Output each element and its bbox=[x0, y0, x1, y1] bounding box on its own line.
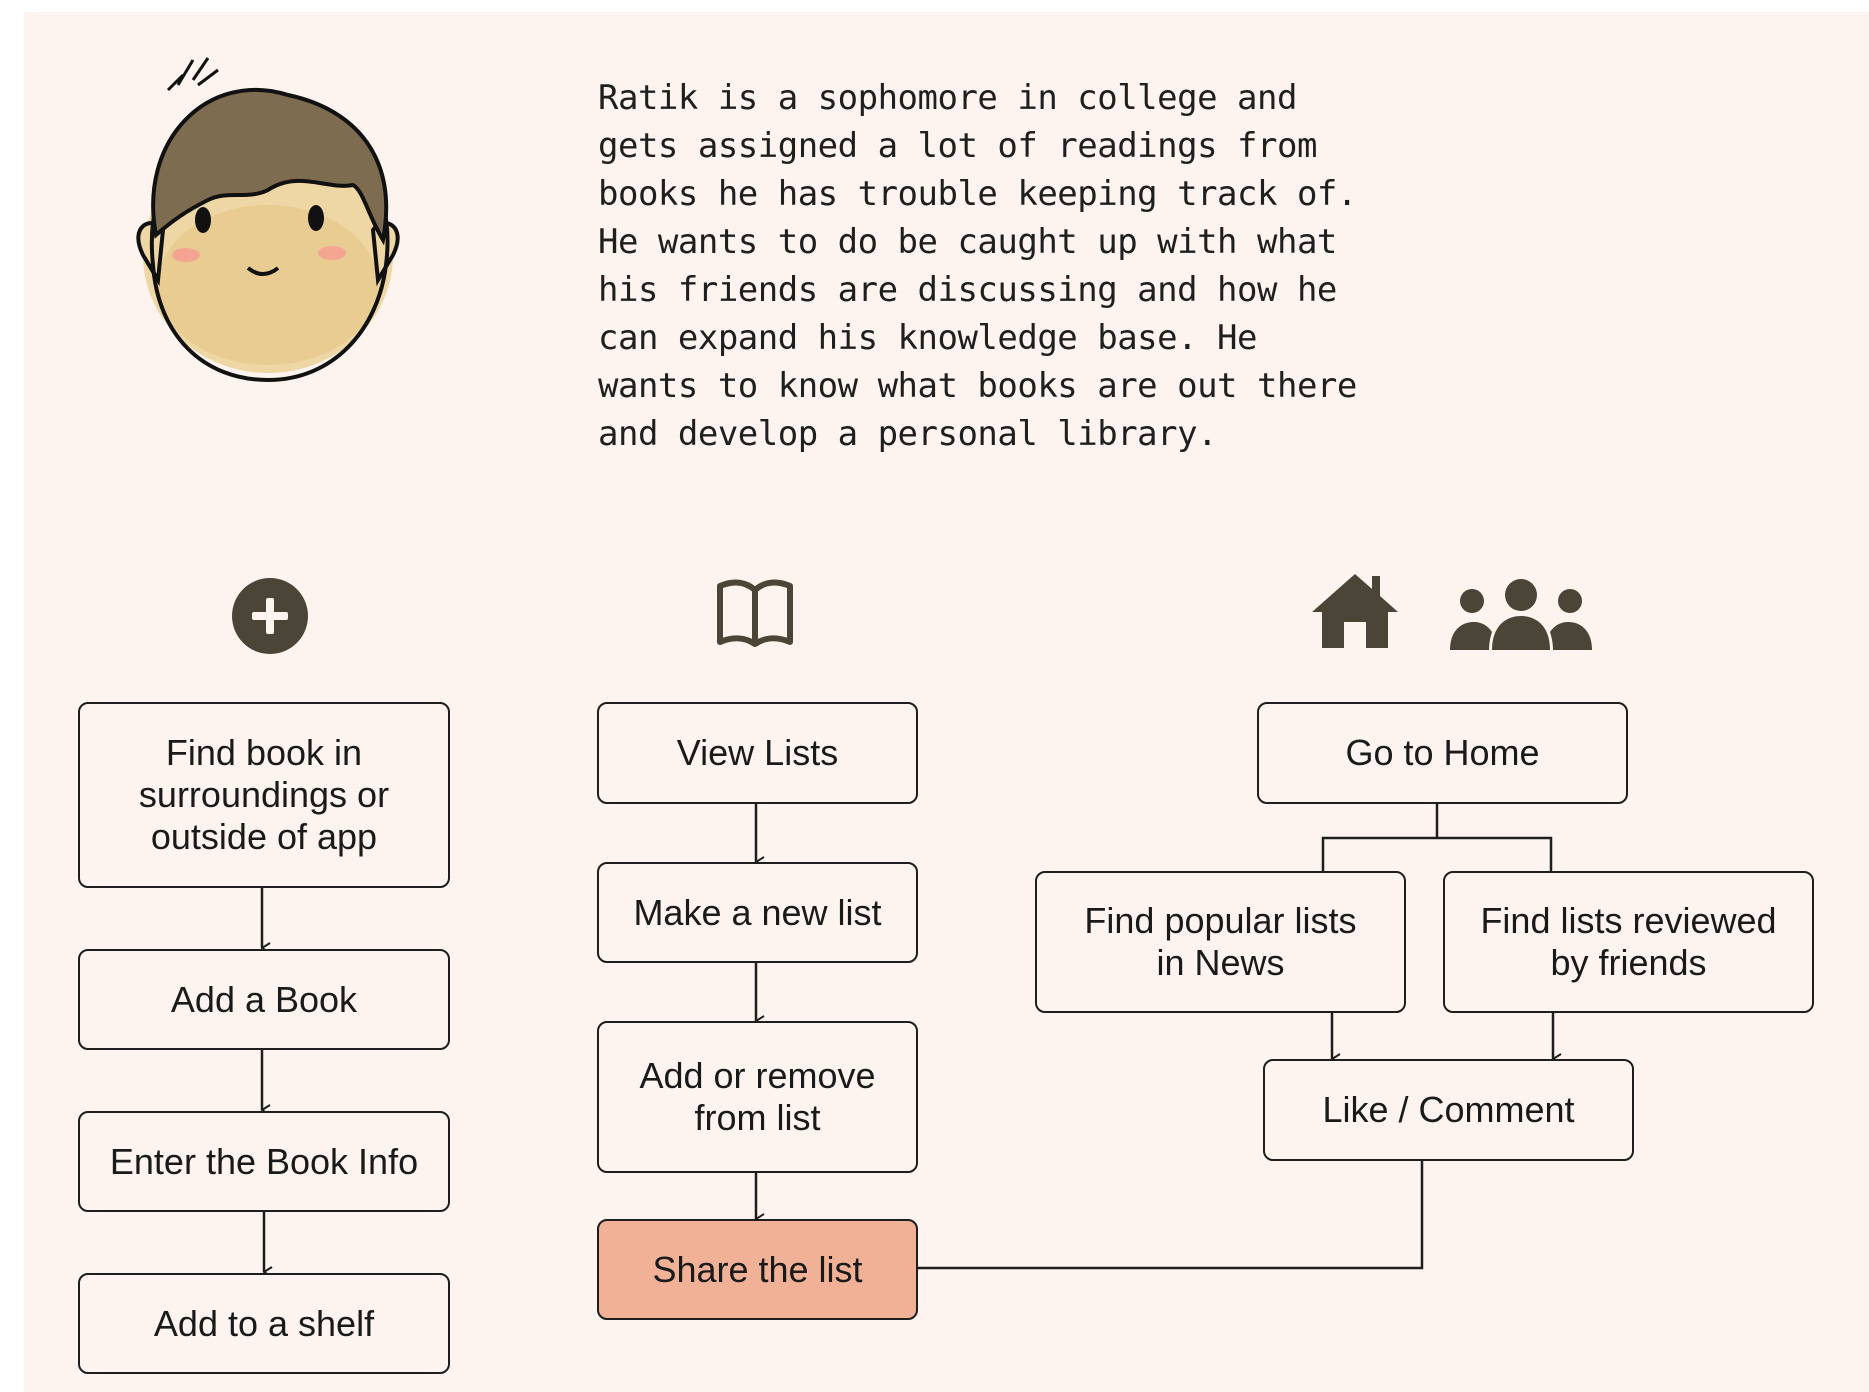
flow-social-go-home: Go to Home bbox=[1257, 702, 1628, 804]
flow-lists-add-remove: Add or remove from list bbox=[597, 1021, 918, 1173]
open-book-icon bbox=[714, 578, 796, 648]
flow-add-add-book: Add a Book bbox=[78, 949, 450, 1050]
flow-social-friends-reviews: Find lists reviewed by friends bbox=[1443, 871, 1814, 1013]
flow-social-popular-news: Find popular lists in News bbox=[1035, 871, 1406, 1013]
persona-description: Ratik is a sophomore in college and gets assigned a lot of readings from books he has trouble keeping track of. He wants to do be caught up with what his friends are discussing and how he can expand his knowledge base. He wants to know what books are out there and develop a personal library. bbox=[598, 78, 1357, 454]
flow-lists-share-list: Share the list bbox=[597, 1219, 918, 1320]
flow-add-enter-info: Enter the Book Info bbox=[78, 1111, 450, 1212]
group-icon bbox=[1450, 578, 1592, 650]
flow-lists-make-list: Make a new list bbox=[597, 862, 918, 963]
avatar bbox=[98, 50, 438, 390]
flow-add-find-book: Find book in surroundings or outside of app bbox=[78, 702, 450, 888]
flow-add-add-shelf: Add to a shelf bbox=[78, 1273, 450, 1374]
plus-circle-icon bbox=[232, 578, 308, 654]
flow-lists-view-lists: View Lists bbox=[597, 702, 918, 804]
flow-social-like-comment: Like / Comment bbox=[1263, 1059, 1634, 1161]
home-icon bbox=[1310, 570, 1400, 650]
